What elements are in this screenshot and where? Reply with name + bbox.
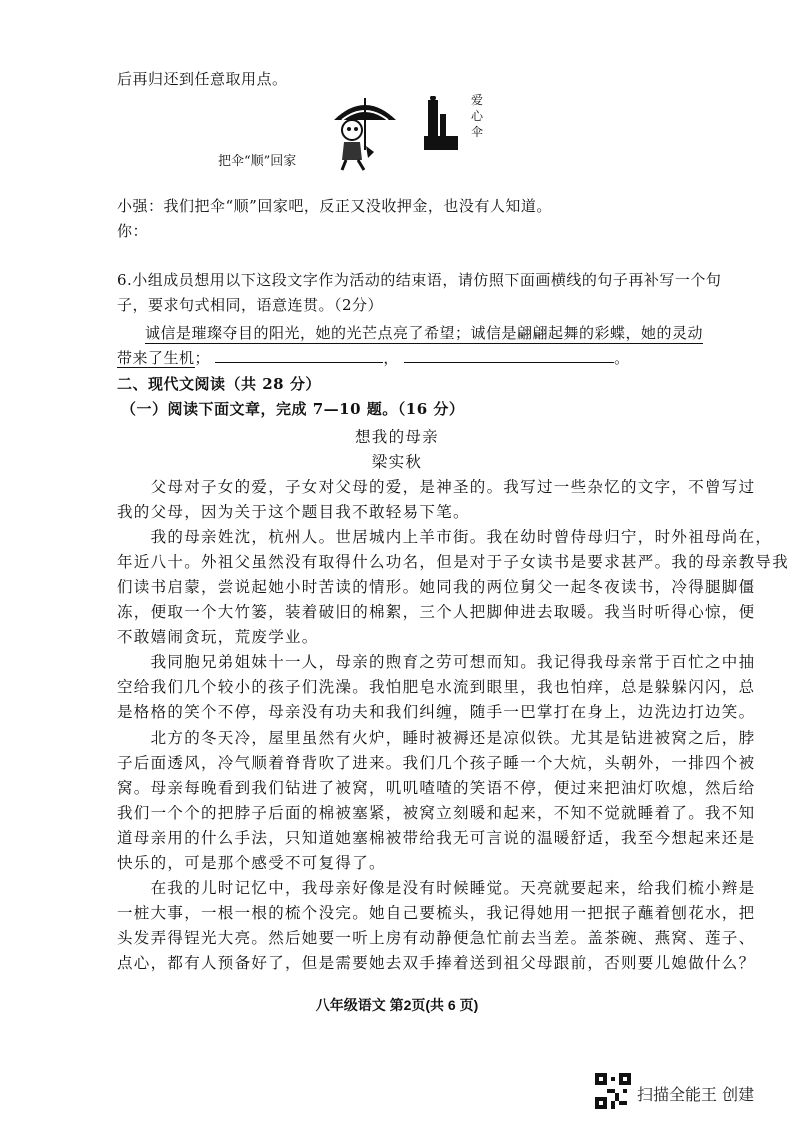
article-line: 子后面透风，冷气顺着脊背吹了进来。我们几个孩子睡一个大炕，头朝外，一排四个被 [117, 753, 756, 772]
article-line: 在我的儿时记忆中，我母亲好像是没有时候睡觉。天亮就要起来，给我们梳小辫是 [117, 878, 756, 897]
caption-right-vertical [470, 92, 484, 140]
answer-blank-2[interactable] [404, 348, 614, 363]
example-separator: ； [194, 349, 211, 367]
example-sentence-line1: 诚信是璀璨夺目的阳光，她的光芒点亮了希望；诚信是翩翩起舞的彩蝶，她的灵动 [145, 324, 704, 342]
article-line: 快乐的，可是那个感受不可复得了。 [117, 853, 386, 872]
article-line: 点心，都有人预备好了，但是需要她去双手捧着送到祖父母跟前，否则要儿媳做什么？ [117, 953, 756, 972]
article-line: 我同胞兄弟姐妹十一人，母亲的煦育之劳可想而知。我记得我母亲常于百忙之中抽 [117, 653, 756, 672]
question6-line2: 子，要求句式相同，语意连贯。（2分） [117, 296, 384, 314]
article-line: 不敢嬉闹贪玩，荒废学业。 [117, 628, 319, 647]
answer-comma: ， [383, 349, 399, 367]
dialogue-you: 你： [117, 222, 149, 240]
example-sentence-underlined: 带来了生机 [117, 349, 195, 367]
umbrella-illustration [330, 90, 400, 172]
scanner-watermark: 扫描全能王 创建 [637, 1085, 755, 1104]
example-sentence-line2 [117, 347, 630, 368]
article-line: 年近八十。外祖父虽然没有取得什么功名，但是对于子女读书是要求甚严。我的母亲教导我 [117, 553, 790, 572]
caption-right-char-2: 心 [470, 109, 483, 123]
article-line: 窝。母亲每晚看到我们钻进了被窝，叽叽喳喳的笑语不停，便过来把油灯吹熄，然后给 [117, 778, 756, 797]
article-line: 头发弄得锃光大亮。然后她要一听上房有动静便急忙前去当差。盖茶碗、燕窝、莲子、 [117, 928, 756, 947]
article-line: 我的父母，因为关于这个题目我不敢轻易下笔。 [117, 503, 470, 522]
caption-left: 把伞“顺”回家 [218, 154, 297, 169]
article-title: 想我的母亲 [354, 428, 439, 446]
page-footer: 八年级语文 第2页(共 6 页) [315, 997, 479, 1013]
caption-right-char-1: 爱 [470, 93, 483, 107]
article-author: 梁实秋 [371, 453, 423, 471]
article-line: 道母亲用的什么手法，只知道她塞棉被带给我无可言说的温暖舒适，我至今想起来还是 [117, 828, 756, 847]
section-heading: 二、现代文阅读（共 28 分） [117, 375, 321, 393]
article-line: 冻，便取一个大竹篓，装着破旧的棉絮，三个人把脚伸进去取暖。我当时听得心惊，便 [117, 603, 756, 622]
article-line: 们读书启蒙，尝说起她小时苦读的情形。她同我的两位舅父一起冬夜读书，冷得腿脚僵 [117, 578, 756, 597]
caption-right-char-3: 伞 [470, 125, 483, 139]
qr-code-icon [595, 1073, 631, 1109]
sub-section-heading: （一）阅读下面文章，完成 7—10 题。（16 分） [121, 400, 465, 418]
dialogue-xiaoqiang: 小强：我们把伞“顺”回家吧，反正又没收押金，也没有人知道。 [117, 197, 552, 215]
umbrella-stand-illustration [422, 96, 462, 156]
article-line: 北方的冬天冷，屋里虽然有火炉，睡时被褥还是凉似铁。尤其是钻进被窝之后，脖 [117, 728, 756, 747]
article-line: 一桩大事，一根一根的梳个没完。她自己要梳头，我记得她用一把抿子蘸着刨花水，把 [117, 903, 756, 922]
article-line: 我的母亲姓沈，杭州人。世居城内上羊市街。我在幼时曾侍母归宁，时外祖母尚在， [117, 528, 773, 547]
answer-period: 。 [614, 349, 630, 367]
article-line: 父母对子女的爱，子女对父母的爱，是神圣的。我写过一些杂忆的文字，不曾写过 [117, 478, 756, 496]
article-line: 我们一个个的把脖子后面的棉被塞紧，被窝立刻暖和起来，不知不觉就睡着了。我不知 [117, 803, 756, 822]
top-text-line: 后再归还到任意取用点。 [117, 70, 288, 88]
article-line: 空给我们几个较小的孩子们洗澡。我怕肥皂水流到眼里，我也怕痒，总是躲躲闪闪，总 [117, 678, 756, 697]
question6-line1: 6.小组成员想用以下这段文字作为活动的结束语，请仿照下面画横线的句子再补写一个句 [117, 271, 722, 289]
answer-blank-1[interactable] [215, 348, 383, 363]
article-line: 是格格的笑个不停，母亲没有功夫和我们纠缠，随手一巴掌打在身上，边洗边打边笑。 [117, 703, 756, 722]
illustration [330, 90, 500, 170]
